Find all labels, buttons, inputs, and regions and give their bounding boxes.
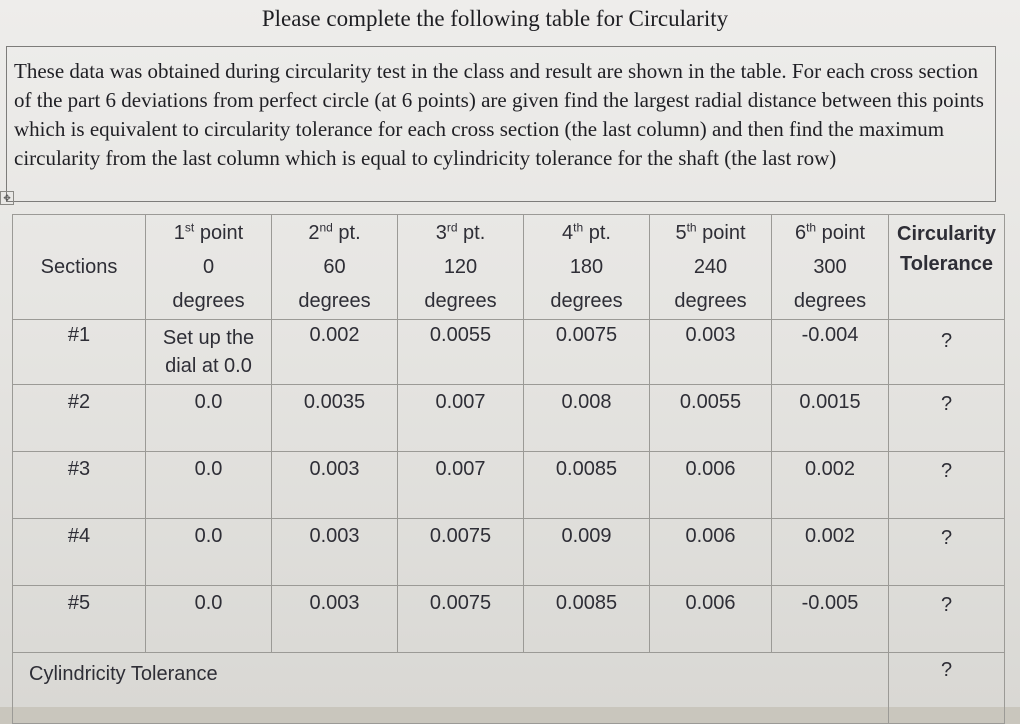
value-cell: 0.0 [146, 452, 272, 519]
value-cell: -0.005 [772, 586, 889, 653]
value-cell: 0.006 [650, 452, 772, 519]
tolerance-header: Circularity Tolerance [889, 215, 1005, 320]
page-title: Please complete the following table for Circularity [261, 6, 729, 31]
instructions-text: These data was obtained during circularity test in the class and result are shown in the table. For each cross section of the part 6 deviations from perfect circle (at 6 points) are given find the largest radial distance between this points which is equivalent to circularity tolerance for each cross section (the last column) and then find the maximum circularity from the last column which is equal to cylindricity tolerance for the shaft (the last row) [14, 59, 984, 170]
column-header-6: 6th point 300 degrees [772, 215, 889, 320]
value-cell: 0.002 [772, 519, 889, 586]
tolerance-cell[interactable]: ? [889, 586, 1005, 653]
section-label: #3 [13, 452, 146, 519]
value-cell: 0.0 [146, 586, 272, 653]
value-cell: 0.003 [272, 519, 398, 586]
value-cell: 0.006 [650, 586, 772, 653]
cylindricity-value[interactable]: ? [889, 653, 1005, 724]
value-cell: 0.0035 [272, 385, 398, 452]
tolerance-cell[interactable]: ? [889, 320, 1005, 385]
column-header-5: 5th point 240 degrees [650, 215, 772, 320]
sections-header: Sections [13, 215, 146, 320]
section-label: #2 [13, 385, 146, 452]
value-cell: -0.004 [772, 320, 889, 385]
column-header-4: 4th pt. 180 degrees [524, 215, 650, 320]
table-move-handle-icon[interactable]: ✥ [0, 191, 14, 205]
cylindricity-row [13, 653, 1005, 724]
value-cell: 0.008 [524, 385, 650, 452]
instructions-box [6, 46, 996, 202]
tolerance-cell[interactable]: ? [889, 519, 1005, 586]
value-cell: 0.009 [524, 519, 650, 586]
column-header-2: 2nd pt. 60 degrees [272, 215, 398, 320]
header-row [13, 215, 1005, 320]
value-cell: 0.002 [272, 320, 398, 385]
tolerance-cell[interactable]: ? [889, 452, 1005, 519]
value-cell: 0.0 [146, 385, 272, 452]
section-label: #4 [13, 519, 146, 586]
value-cell: 0.0075 [524, 320, 650, 385]
table-row-1 [13, 320, 1005, 385]
value-cell: 0.0075 [398, 519, 524, 586]
section-label: #1 [13, 320, 146, 385]
column-header-1: 1st point 0 degrees [146, 215, 272, 320]
value-cell: 0.0015 [772, 385, 889, 452]
value-cell: 0.006 [650, 519, 772, 586]
value-cell: 0.003 [272, 586, 398, 653]
section-label: #5 [13, 586, 146, 653]
value-cell: 0.0055 [398, 320, 524, 385]
value-cell: 0.0 [146, 519, 272, 586]
value-cell: 0.003 [272, 452, 398, 519]
table-row-4 [13, 519, 1005, 586]
value-cell: 0.0085 [524, 452, 650, 519]
value-cell: 0.0085 [524, 586, 650, 653]
circularity-table [12, 214, 1005, 724]
column-header-3: 3rd pt. 120 degrees [398, 215, 524, 320]
value-cell: 0.0075 [398, 586, 524, 653]
cylindricity-label: Cylindricity Tolerance [13, 653, 889, 724]
tolerance-cell[interactable]: ? [889, 385, 1005, 452]
value-cell: 0.003 [650, 320, 772, 385]
value-cell: 0.007 [398, 385, 524, 452]
value-cell: 0.002 [772, 452, 889, 519]
table-row-5 [13, 586, 1005, 653]
value-cell: 0.007 [398, 452, 524, 519]
value-cell: Set up the dial at 0.0 [146, 320, 272, 385]
table-row-3 [13, 452, 1005, 519]
value-cell: 0.0055 [650, 385, 772, 452]
table-row-2 [13, 385, 1005, 452]
